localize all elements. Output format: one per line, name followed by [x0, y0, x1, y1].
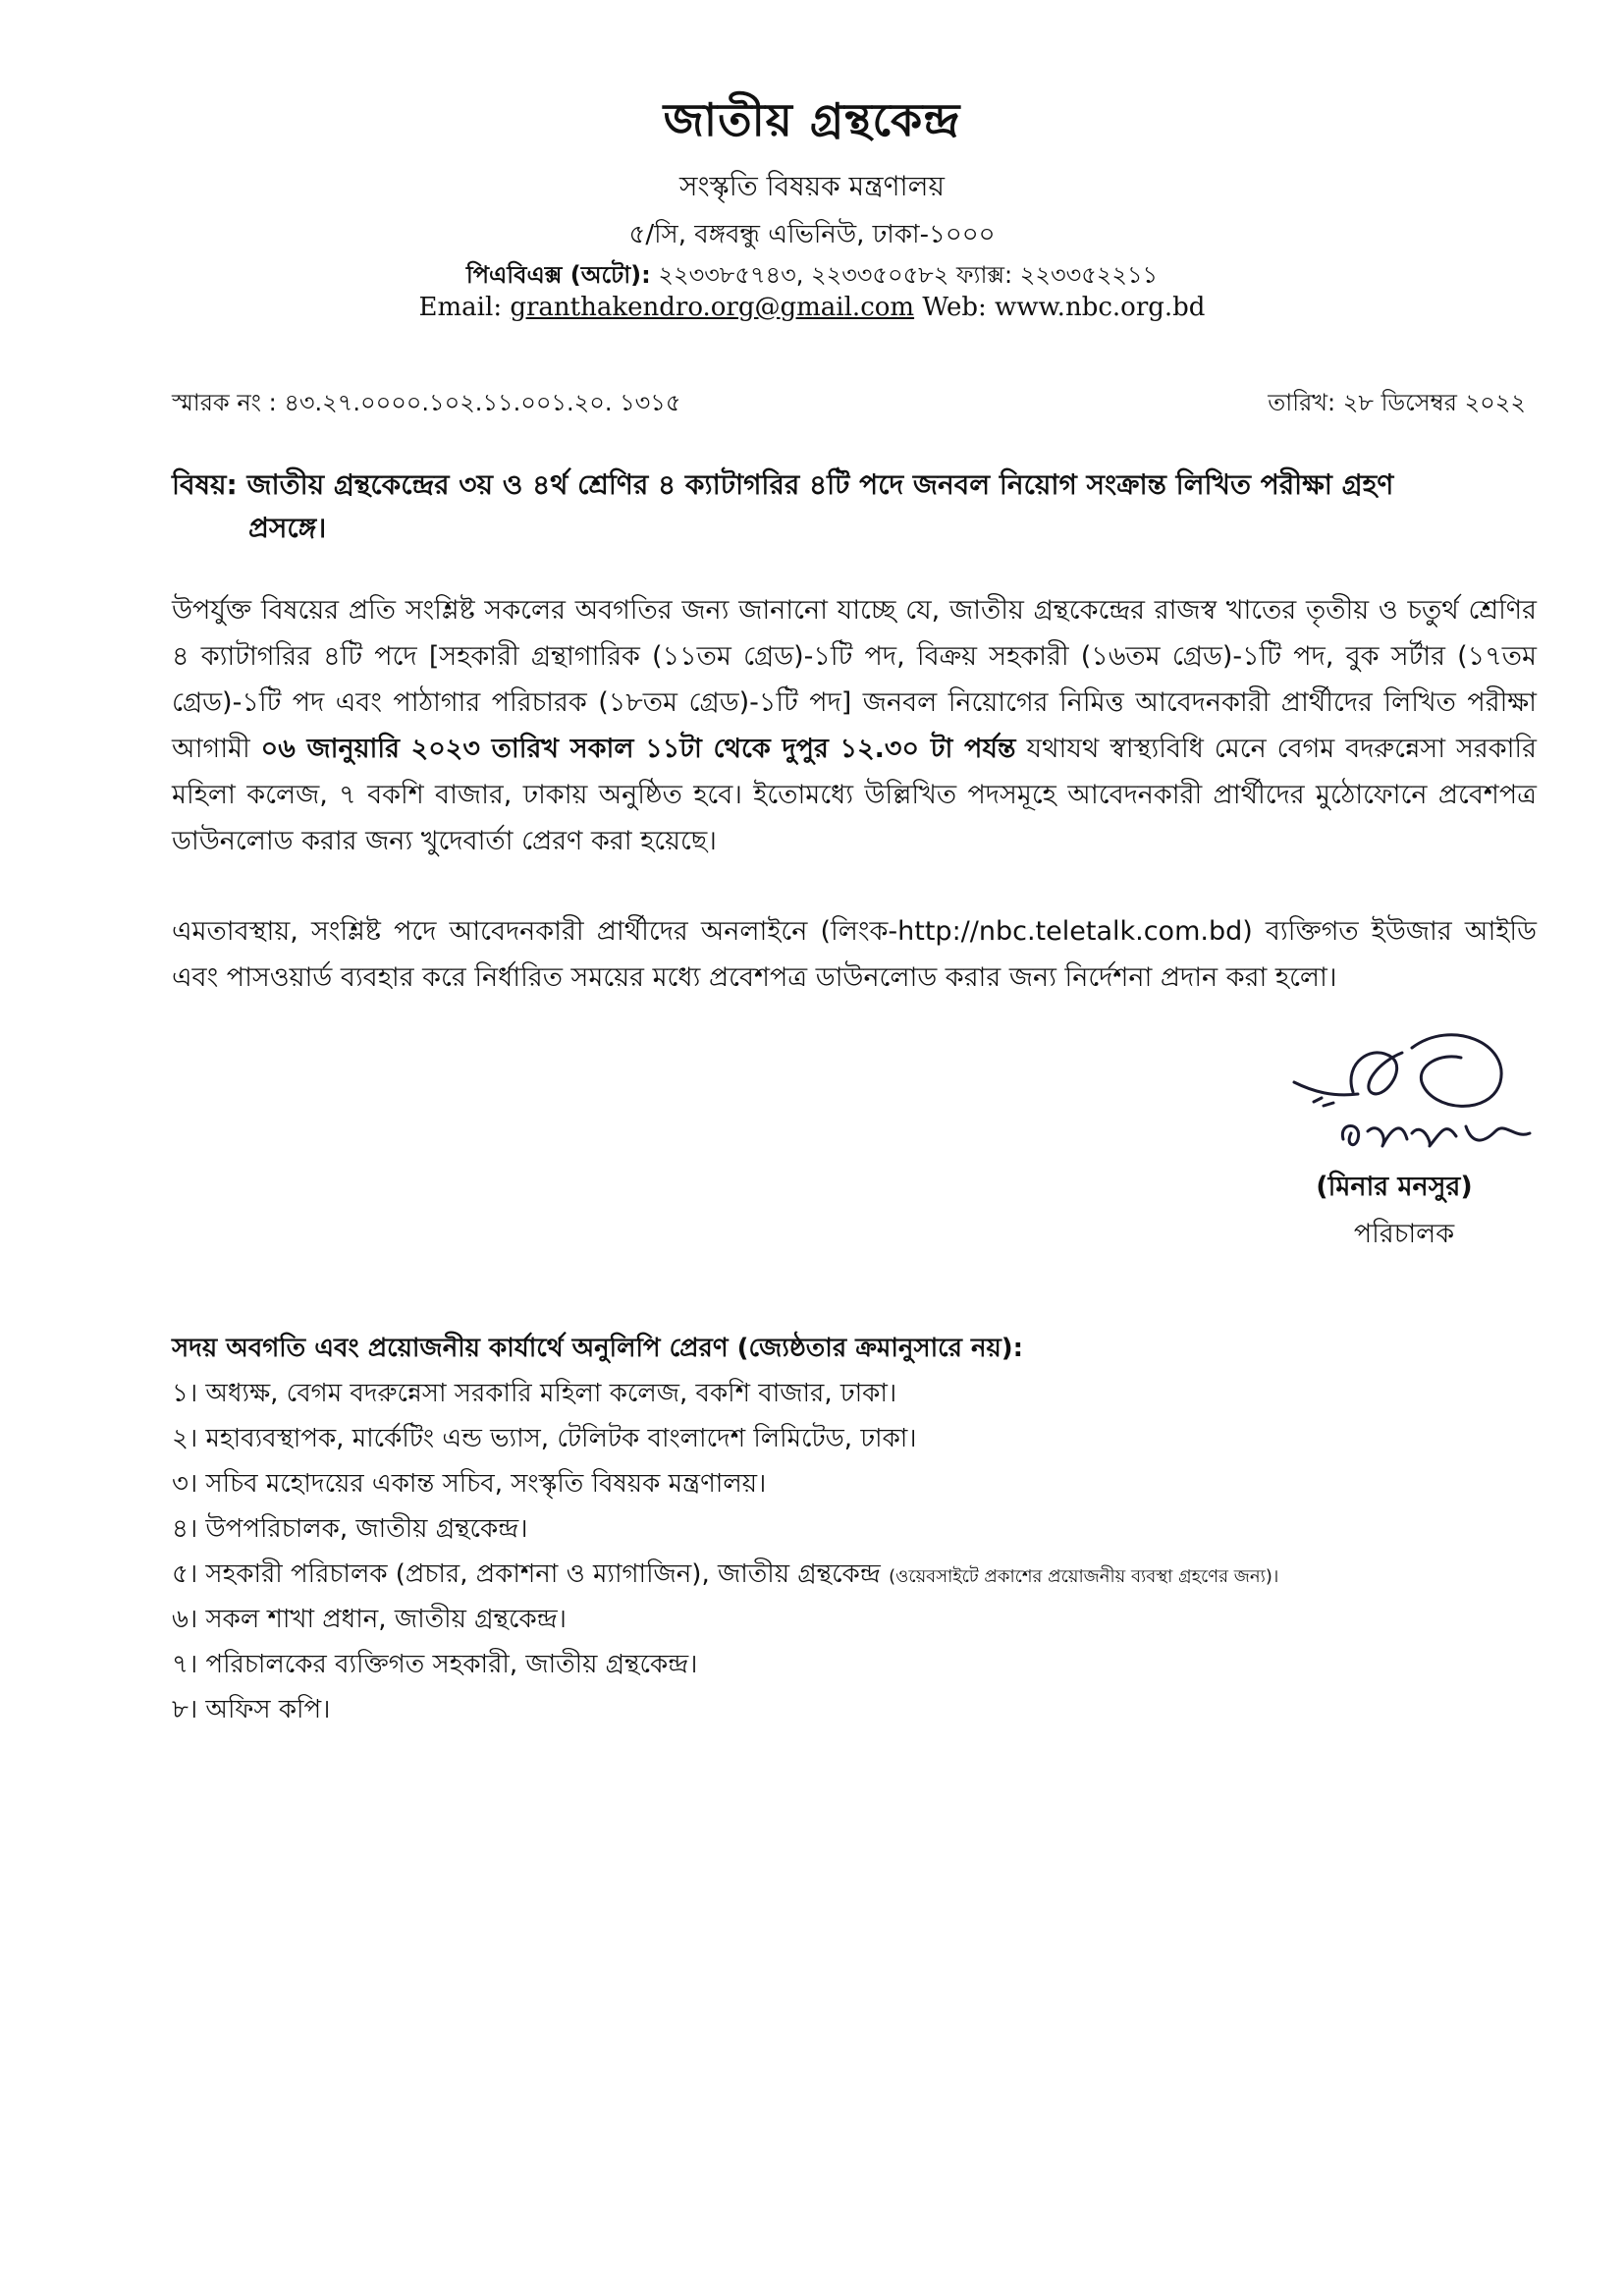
- email-label: Email:: [418, 293, 511, 322]
- para1-text-end: যথাযথ স্বাস্থ্যবিধি মেনে বেগম বদরুন্নেসা সরকারি মহিলা কলেজ, ৭ বকশি বাজার, ঢাকায় অনুষ্ঠিত হবে। ইতোমধ্যে উল্লিখিত পদসমূহে আবেদনকারী প্রার্থীদের মুঠোফোনে প্রবেশপত্র ডাউনলোড করার জন্য খুদেবার্তা প্রেরণ করা হয়েছে।: [172, 734, 1537, 856]
- distribution-item: ৬। সকল শাখা প্রধান, জাতীয় গ্রন্থকেন্দ্র।: [172, 1605, 567, 1634]
- para1-text-start: উপর্যুক্ত বিষয়ের প্রতি সংশ্লিষ্ট সকলের অবগতির জন্য জানানো যাচ্ছে যে, জাতীয় গ্রন্থকেন্দ্রের রাজস্ব খাতের তৃতীয় ও চতুর্থ শ্রেণির ৪ ক্যাটাগরির ৪টি পদে [সহকারী গ্রন্থাগারিক (১১তম গ্রেড)-১টি পদ, বিক্রয় সহকারী (১৬তম গ্রেড)-১টি পদ, বুক সর্টার (১৭তম গ্রেড)-১টি পদ এবং পাঠাগার পরিচারক (১৮তম গ্রেড)-১টি পদ] জনবল নিয়োগের নিমিত্ত আবেদনকারী প্রার্থীদের লিখিত পরীক্ষা আগামী: [172, 595, 1537, 764]
- distribution-list: [172, 1371, 1278, 1732]
- email-web-line: [0, 293, 1624, 322]
- phone-fax-line: [0, 257, 1624, 297]
- phone-numbers: ২২৩৩৮৫৭৪৩, ২২৩৩৫০৫৮২ ফ্যাক্স: ২২৩৩৫২২১১: [650, 261, 1159, 289]
- memo-date: তারিখ: ২৮ ডিসেম্বর ২০২২: [1268, 389, 1526, 416]
- phone-label: পিএবিএক্স (অটো):: [465, 261, 651, 289]
- ministry-name: সংস্কৃতি বিষয়ক মন্ত্রণালয়: [678, 170, 946, 202]
- signatory-title: পরিচালক: [1353, 1219, 1455, 1249]
- distribution-item: [172, 1552, 1278, 1597]
- organization-name: জাতীয় গ্রন্থকেন্দ্র: [663, 93, 961, 146]
- memo-number: স্মারক নং : ৪৩.২৭.০০০০.১০২.১১.০০১.২০. ১৩১৫: [172, 389, 681, 416]
- distribution-item: ২। মহাব্যবস্থাপক, মার্কেটিং এন্ড ভ্যাস, টেলিটক বাংলাদেশ লিমিটেড, ঢাকা।: [172, 1424, 917, 1453]
- body-paragraph-2: এমতাবস্থায়, সংশ্লিষ্ট পদে আবেদনকারী প্রার্থীদের অনলাইনে (লিংক-http://nbc.teletalk.com.bd) ব্যক্তিগত ইউজার আইডি এবং পাসওয়ার্ড ব্যবহার করে নির্ধারিত সময়ের মধ্যে প্রবেশপত্র ডাউনলোড করার জন্য নির্দেশনা প্রদান করা হলো।: [172, 916, 1537, 993]
- handwritten-signature: [1284, 1023, 1540, 1171]
- subject-label: বিষয়:: [172, 468, 238, 501]
- subject-text-line2: প্রসঙ্গে।: [248, 512, 327, 544]
- signatory-name: (মিনার মনসুর): [1316, 1172, 1473, 1202]
- distribution-item-5-text: ৫। সহকারী পরিচালক (প্রচার, প্রকাশনা ও ম্যাগাজিন), জাতীয় গ্রন্থকেন্দ্র: [172, 1559, 890, 1589]
- distribution-item: ৮। অফিস কপি।: [172, 1695, 331, 1724]
- email-link[interactable]: granthakendro.org@gmail.com: [510, 293, 915, 322]
- distribution-item: ৪। উপপরিচালক, জাতীয় গ্রন্থকেন্দ্র।: [172, 1514, 528, 1544]
- exam-schedule-bold: ০৬ জানুয়ারি ২০২৩ তারিখ সকাল ১১টা থেকে দুপুর ১২.৩০ টা পর্যন্ত: [260, 734, 1016, 764]
- distribution-item: ৭। পরিচালকের ব্যক্তিগত সহকারী, জাতীয় গ্রন্থকেন্দ্র।: [172, 1650, 698, 1679]
- distribution-item-5-note: (ওয়েবসাইটে প্রকাশের প্রয়োজনীয় ব্যবস্থা গ্রহণের জন্য)।: [889, 1566, 1279, 1587]
- distribution-item: ৩। সচিব মহোদয়ের একান্ত সচিব, সংস্কৃতি বিষয়ক মন্ত্রণালয়।: [172, 1469, 767, 1499]
- website: Web: www.nbc.org.bd: [914, 293, 1206, 322]
- subject-text-line1: জাতীয় গ্রন্থকেন্দ্রের ৩য় ও ৪র্থ শ্রেণির ৪ ক্যাটাগরির ৪টি পদে জনবল নিয়োগ সংক্রান্ত লিখিত পরীক্ষা গ্রহণ: [237, 468, 1394, 501]
- distribution-item: ১। অধ্যক্ষ, বেগম বদরুন্নেসা সরকারি মহিলা কলেজ, বকশি বাজার, ঢাকা।: [172, 1379, 897, 1408]
- body-paragraph-1: [172, 587, 1537, 864]
- office-address: ৫/সি, বঙ্গবন্ধু এভিনিউ, ঢাকা-১০০০: [628, 220, 996, 249]
- subject-line: [172, 464, 1537, 550]
- distribution-heading: সদয় অবগতি এবং প্রয়োজনীয় কার্যার্থে অনুলিপি প্রেরণ (জ্যেষ্ঠতার ক্রমানুসারে নয়):: [172, 1334, 1024, 1363]
